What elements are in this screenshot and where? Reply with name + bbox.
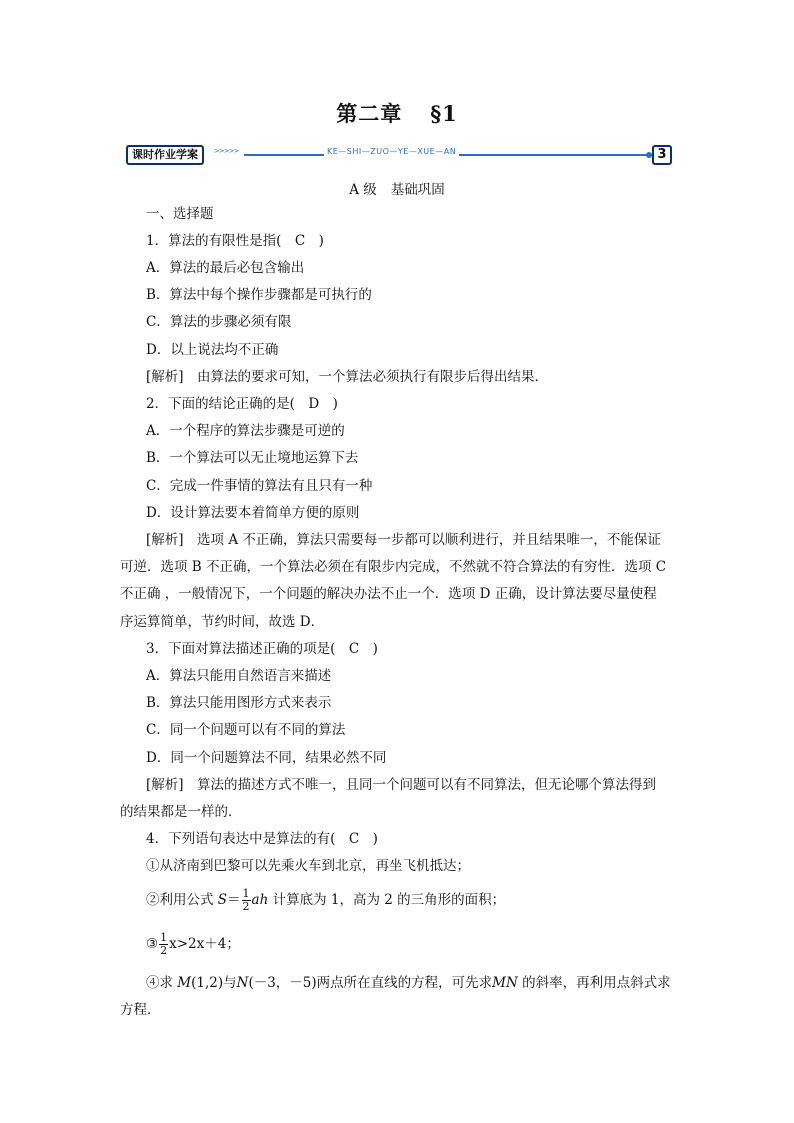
- statement-item: ③ $\frac{1}{2}$ x>2x＋4；: [146, 931, 240, 957]
- statement-item: ②利用公式 S＝ $\frac{1}{2}$ ah 计算底为 1，高为 2 的三角形的面积；: [146, 887, 506, 913]
- option: C．完成一件事情的算法有且只有一种: [146, 478, 373, 494]
- option: C．同一个问题可以有不同的算法: [146, 722, 346, 738]
- fraction: $\frac{1}{2}$: [242, 887, 250, 913]
- page-title: [0, 98, 794, 128]
- option: D．同一个问题算法不同，结果必然不同: [146, 750, 387, 766]
- option: B．算法只能用图形方式来表示: [146, 695, 332, 711]
- option: B．算法中每个操作步骤都是可执行的: [146, 287, 372, 303]
- question-stem: 3．下面对算法描述正确的项是( C ): [146, 641, 378, 657]
- question-stem: 1．算法的有限性是指( C ): [146, 233, 324, 249]
- option: B．一个算法可以无止境地运算下去: [146, 450, 359, 466]
- question-stem: 4．下列语句表达中是算法的有( C ): [146, 831, 378, 847]
- statement-item: ④求 M(1,2)与N(－3，－5)两点所在直线的方程，可先求MN 的斜率，再利用点斜式求: [146, 975, 671, 991]
- option: D．以上说法均不正确: [146, 342, 279, 358]
- option: C．算法的步骤必须有限: [146, 314, 292, 330]
- analysis-line: 的结果都是一样的．: [120, 804, 242, 820]
- section-title: §1: [430, 101, 458, 126]
- option: A．算法的最后必包含输出: [146, 260, 305, 276]
- chapter-title: 第二章: [336, 101, 403, 126]
- level-name: 基础巩固: [390, 182, 445, 198]
- banner-arrows: >>>>>: [214, 147, 239, 155]
- level-grade: A 级: [349, 182, 377, 198]
- banner-label: 课时作业学案: [126, 145, 204, 165]
- analysis-line: [解析] 由算法的要求可知，一个算法必须执行有限步后得出结果．: [146, 369, 549, 385]
- analysis-line: 不正确 ，一般情况下，一个问题的解决办法不止一个．选项 D 正确，设计算法要尽量使程: [120, 586, 657, 602]
- statement-item-continued: 方程．: [120, 1002, 161, 1018]
- analysis-line: 序运算简单，节约时间，故选 D．: [120, 614, 325, 630]
- banner-pinyin: KE—SHI—ZUO—YE—XUE—AN: [324, 147, 459, 156]
- page-number-badge: 3: [652, 145, 672, 165]
- section-heading: 一、选择题: [146, 206, 214, 222]
- option: D．设计算法要本着简单方便的原则: [146, 505, 360, 521]
- fraction: $\frac{1}{2}$: [160, 931, 168, 957]
- analysis-line: 可逆．选项 B 不正确，一个算法必须在有限步内完成，不然就不符合算法的有穷性．选项 C: [120, 559, 667, 575]
- analysis-line: [解析] 选项 A 不正确，算法只需要每一步都可以顺利进行，并且结果唯一，不能保证: [146, 532, 661, 548]
- analysis-line: [解析] 算法的描述方式不唯一，且同一个问题可以有不同算法，但无论哪个算法得到: [146, 777, 657, 793]
- question-stem: 2．下面的结论正确的是( D ): [146, 396, 338, 412]
- homework-banner: [126, 145, 672, 165]
- option: A．一个程序的算法步骤是可逆的: [146, 423, 345, 439]
- statement-item: ①从济南到巴黎可以先乘火车到北京，再坐飞机抵达；: [146, 858, 470, 874]
- level-heading: [0, 178, 794, 198]
- option: A．算法只能用自然语言来描述: [146, 668, 332, 684]
